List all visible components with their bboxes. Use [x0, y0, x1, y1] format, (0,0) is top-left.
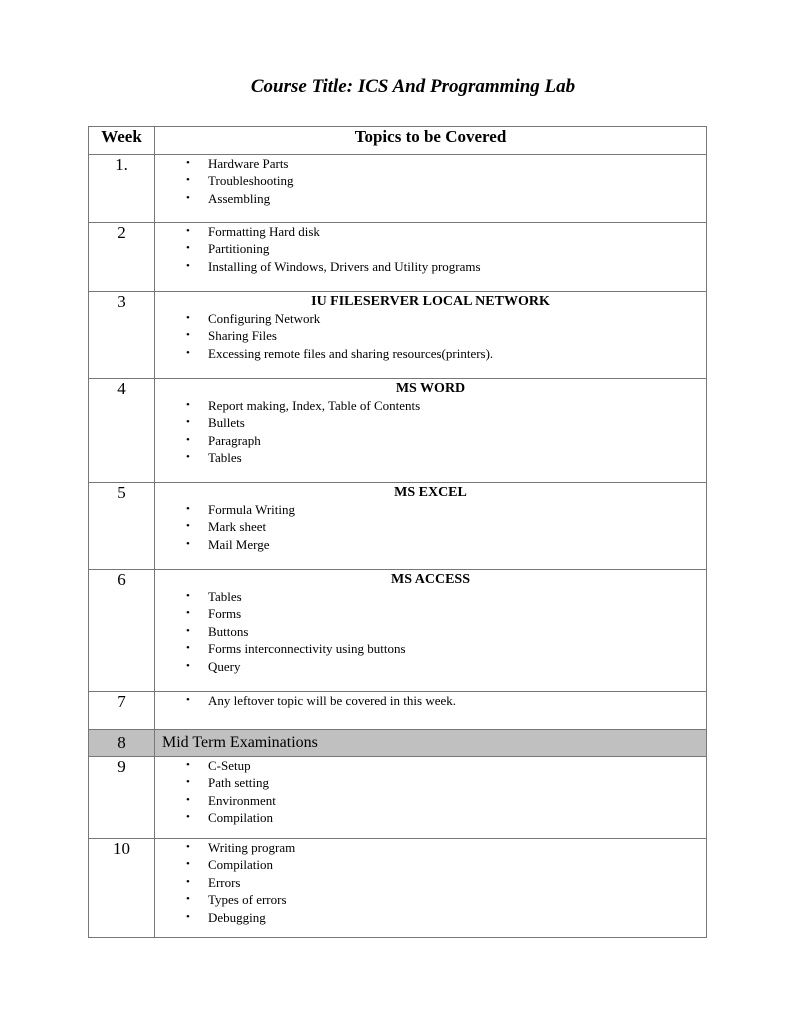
topic-item: • Compilation	[208, 809, 706, 826]
topic-item: • Hardware Parts	[208, 155, 706, 172]
mid-term-label: Mid Term Examinations	[162, 734, 318, 751]
week-number: 1.	[89, 155, 155, 223]
topic-item: • Writing program	[208, 839, 706, 856]
topic-item: • Environment	[208, 792, 706, 809]
topics-cell	[155, 155, 707, 223]
section-heading: MS ACCESS	[391, 572, 470, 587]
topic-item: • Forms interconnectivity using buttons	[208, 640, 706, 657]
topics-cell	[155, 483, 707, 570]
topic-item: • Configuring Network	[208, 310, 706, 327]
week-number: 9	[89, 757, 155, 839]
topic-item: • Types of errors	[208, 891, 706, 908]
topic-item: • Errors	[208, 874, 706, 891]
topic-list	[155, 757, 706, 827]
week-row	[89, 757, 707, 839]
topic-item: • Installing of Windows, Drivers and Utility programs	[208, 258, 706, 275]
topic-item: • Mail Merge	[208, 536, 706, 553]
topic-item: • Formula Writing	[208, 501, 706, 518]
topic-item: • Any leftover topic will be covered in this week.	[208, 692, 706, 709]
topic-list	[155, 397, 706, 467]
week-row	[89, 839, 707, 938]
topic-item: • Forms	[208, 605, 706, 622]
topic-item: • Compilation	[208, 856, 706, 873]
topic-item: • Sharing Files	[208, 327, 706, 344]
topic-item: • Formatting Hard disk	[208, 223, 706, 240]
week-row	[89, 379, 707, 483]
topic-item: • Debugging	[208, 909, 706, 926]
topics-cell	[155, 223, 707, 292]
topic-list	[155, 223, 706, 275]
topic-item: • Mark sheet	[208, 518, 706, 535]
week-row	[89, 155, 707, 223]
mid-term-cell	[155, 730, 707, 757]
topics-header: Topics to be Covered	[155, 127, 707, 155]
topic-item: • Excessing remote files and sharing resources(printers).	[208, 345, 706, 362]
syllabus-table	[88, 126, 707, 938]
week-row	[89, 223, 707, 292]
section-heading: IU FILESERVER LOCAL NETWORK	[311, 294, 550, 309]
topic-item: • Bullets	[208, 414, 706, 431]
week-number: 10	[89, 839, 155, 938]
topic-item: • Tables	[208, 588, 706, 605]
topic-item: • Query	[208, 658, 706, 675]
week-number: 3	[89, 292, 155, 379]
topic-item: • C-Setup	[208, 757, 706, 774]
topic-item: • Troubleshooting	[208, 172, 706, 189]
topic-list	[155, 839, 706, 926]
topic-item: • Path setting	[208, 774, 706, 791]
week-number: 7	[89, 692, 155, 730]
week-number: 4	[89, 379, 155, 483]
topic-item: • Paragraph	[208, 432, 706, 449]
week-row	[89, 570, 707, 692]
week-row	[89, 692, 707, 730]
course-title: Course Title: ICS And Programming Lab	[250, 76, 576, 97]
topic-item: • Buttons	[208, 623, 706, 640]
topic-list	[155, 692, 706, 709]
topic-item: • Report making, Index, Table of Contents	[208, 397, 706, 414]
topics-cell	[155, 757, 707, 839]
topics-cell	[155, 839, 707, 938]
week-number: 8	[89, 730, 155, 757]
topic-list	[155, 501, 706, 553]
header-row	[89, 127, 707, 155]
week-number: 5	[89, 483, 155, 570]
week-number: 6	[89, 570, 155, 692]
topic-item: • Assembling	[208, 190, 706, 207]
section-heading: MS EXCEL	[394, 485, 467, 500]
topic-list	[155, 588, 706, 675]
mid-term-row	[89, 730, 707, 757]
section-heading: MS WORD	[395, 381, 466, 396]
topics-cell	[155, 692, 707, 730]
topics-cell	[155, 570, 707, 692]
topic-item: • Partitioning	[208, 240, 706, 257]
week-header: Week	[89, 127, 155, 155]
topic-list	[155, 310, 706, 362]
topic-list	[155, 155, 706, 207]
week-row	[89, 292, 707, 379]
topics-cell	[155, 292, 707, 379]
week-row	[89, 483, 707, 570]
topics-cell	[155, 379, 707, 483]
topic-item: • Tables	[208, 449, 706, 466]
week-number: 2	[89, 223, 155, 292]
